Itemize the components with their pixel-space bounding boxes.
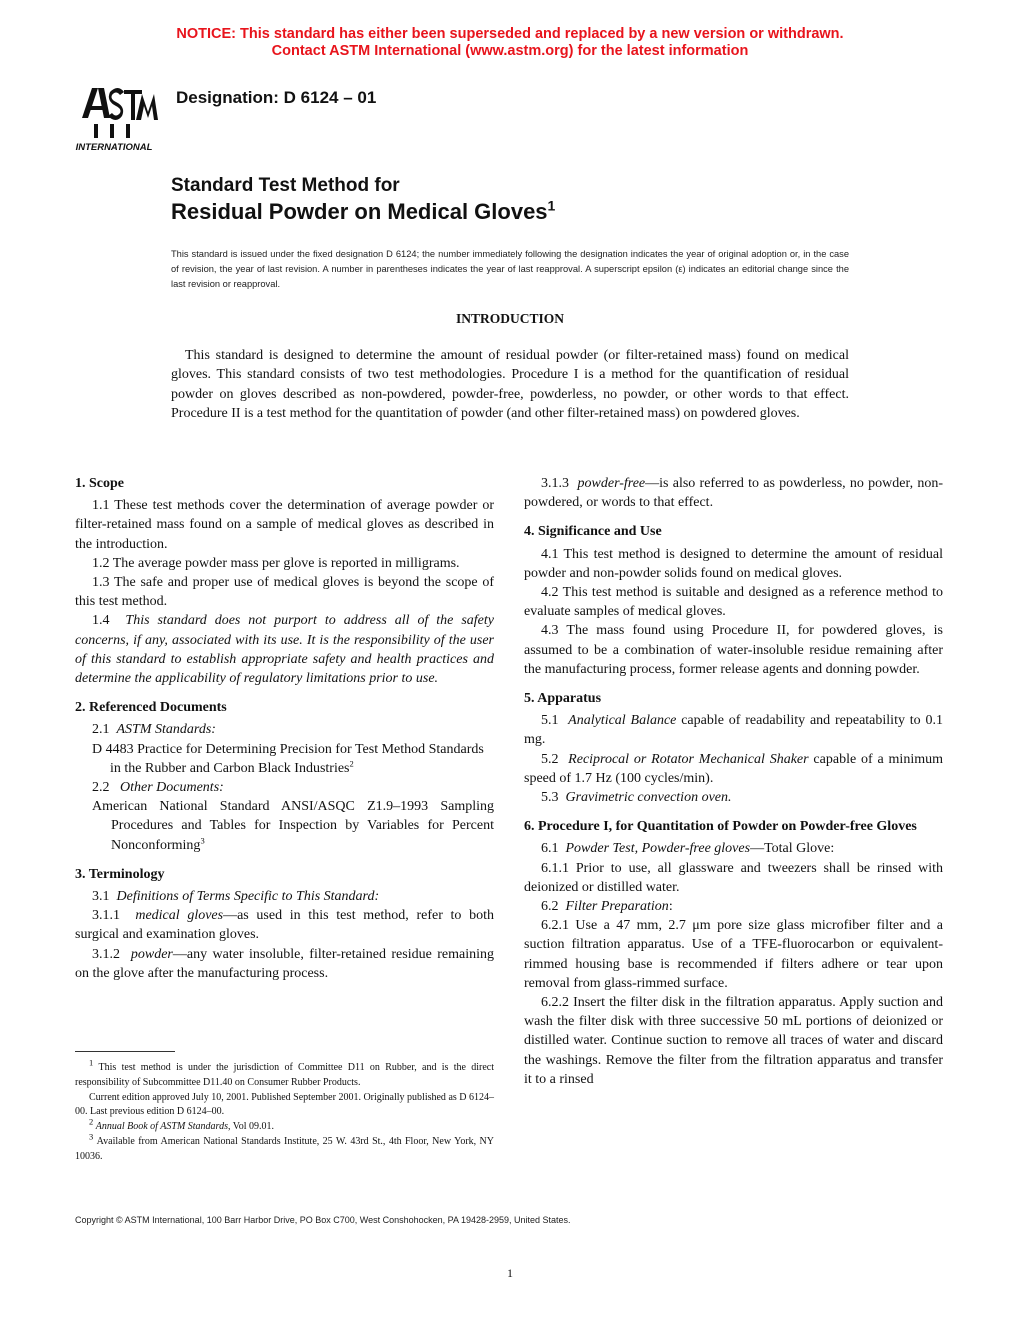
para-3-1: 3.1 Definitions of Terms Specific to This Standard: — [92, 889, 380, 905]
title-line-1: Standard Test Method for — [171, 175, 400, 196]
para-5-3: 5.3 Gravimetric convection oven. — [541, 790, 732, 806]
section-6-heading: 6. Procedure I, for Quantitation of Powder on Powder-free Gloves — [524, 819, 917, 835]
para-3-1-2: 3.1.2 powder—any water insoluble, filter-retained residue remaining on the glove after the manufacturing process. — [75, 946, 494, 981]
para-6-1-1: 6.1.1 Prior to use, all glassware and tweezers shall be rinsed with deionized or distilled water. — [524, 860, 943, 895]
para-1-3: 1.3 The safe and proper use of medical gloves is beyond the scope of this test method. — [75, 575, 494, 610]
notice-line-1: NOTICE: This standard has either been superseded and replaced by a new version or withdrawn. — [176, 26, 844, 42]
svg-text:INTERNATIONAL: INTERNATIONAL — [75, 142, 153, 153]
para-4-1: 4.1 This test method is designed to determine the amount of residual powder and non-powder solids found on medical gloves. — [524, 546, 943, 581]
para-6-2-1: 6.2.1 Use a 47 mm, 2.7 μm pore size glass microfiber filter and a suction filtration apparatus. Use of a TFE-fluorocarbon or equivalent-rimmed housing base is recommended if filters adhere or tear upon removal from glass-rimmed surface. — [524, 918, 943, 991]
para-6-2: 6.2 Filter Preparation: — [541, 899, 673, 915]
para-1-4: 1.4 This standard does not purport to address all of the safety concerns, if any, associated with its use. It is the responsibility of the user of this standard to establish appropriate safety and health practices and determine the applicability of regulatory limitations prior to use. — [75, 613, 494, 687]
footnote-3: $^3$ Available from American National Standards Institute, 25 W. 43rd St., 4th Floor, New York, NY 10036. — [75, 1131, 494, 1162]
para-6-1: 6.1 Powder Test, Powder-free gloves—Total Glove: — [541, 841, 835, 857]
astm-logo-icon — [64, 74, 164, 154]
section-2-heading: 2. Referenced Documents — [75, 700, 227, 716]
left-column — [75, 474, 494, 983]
para-5-1: 5.1 Analytical Balance capable of readability and repeatability to 0.1 mg. — [524, 713, 943, 748]
para-1-1: 1.1 These test methods cover the determination of average powder or filter-retained mass found on a sample of medical gloves as described in the introduction. — [75, 498, 494, 552]
para-3-1-1: 3.1.1 medical gloves—as used in this test method, refer to both surgical and examination gloves. — [75, 908, 494, 943]
page-number: 1 — [507, 1266, 513, 1280]
section-3-heading: 3. Terminology — [75, 866, 165, 882]
issued-note: This standard is issued under the fixed designation D 6124; the number immediately following the designation indicates the year of original adoption or, in the case of revision, the year of last revision. A number in parentheses indicates the year of last reapproval. A superscript epsilon (ε) indicates an editorial change since the last revision or reapproval. — [171, 249, 849, 289]
astm-logo — [64, 74, 164, 154]
introduction-text: This standard is designed to determine the amount of residual powder (or filter-retained mass) found on medical gloves. This standard consists of two test methodologies. Procedure I is a method for the quantification of residual powder on gloves described as non-powdered, powder-free, powderless, no powder, or other words to that effect. Procedure II is a test method for the quantitation of powder (and other filter-retained mass) on powdered gloves. — [171, 348, 849, 421]
section-4-heading: 4. Significance and Use — [524, 524, 662, 540]
para-5-2: 5.2 Reciprocal or Rotator Mechanical Shaker capable of a minimum speed of 1.7 Hz (100 cycles/min). — [524, 751, 943, 786]
introduction-heading: INTRODUCTION — [455, 311, 564, 326]
reference-ansi: American National Standard ANSI/ASQC Z1.9–1993 Sampling Procedures and Tables for Inspection by Variables for Percent Nonconforming$^3$ — [92, 799, 494, 853]
footnote-2: $^2$ Annual Book of ASTM Standards, Vol 09.01. — [89, 1116, 275, 1133]
para-4-2: 4.2 This test method is suitable and designed as a reference method to evaluate samples of medical gloves. — [524, 585, 943, 620]
right-column — [524, 474, 943, 1089]
section-5-heading: 5. Apparatus — [524, 691, 602, 707]
footnote-1b: Current edition approved July 10, 2001. Published September 2001. Originally published as D 6124–00. Last previous edition D 6124–00. — [75, 1091, 494, 1118]
designation: Designation: D 6124 – 01 — [176, 88, 377, 107]
title-line-2: Residual Powder on Medical Gloves$^1$ — [171, 197, 556, 224]
para-6-2-2: 6.2.2 Insert the filter disk in the filtration apparatus. Apply suction and wash the filter disk with three successive 50 mL portions of deionized or distilled water. Continue suction to remove all traces of water and discard the washings. Remove the filter from the filtration apparatus and transfer it to a rinsed — [524, 995, 943, 1087]
section-1-heading: 1. Scope — [75, 476, 124, 491]
para-3-1-3: 3.1.3 powder-free—is also referred to as powderless, no powder, non-powdered, or words to that effect. — [524, 476, 943, 511]
para-2-2: 2.2 Other Documents: — [92, 780, 224, 796]
withdrawal-notice — [0, 26, 1020, 60]
footnote-1: $^1$ This test method is under the jurisdiction of Committee D11 on Rubber, and is the direct responsibility of Subcommittee D11.40 on Consumer Rubber Products. — [75, 1057, 494, 1088]
para-4-3: 4.3 The mass found using Procedure II, for powdered gloves, is assumed to be a combination of water-insoluble residue remaining after the manufacturing process, former release agents and donning powder. — [524, 623, 943, 677]
footnotes — [75, 1057, 494, 1165]
footnote-divider — [75, 1051, 175, 1052]
notice-line-2: Contact ASTM International (www.astm.org) for the latest information — [271, 43, 749, 59]
para-1-2: 1.2 The average powder mass per glove is reported in milligrams. — [92, 555, 460, 571]
para-2-1: 2.1 ASTM Standards: — [92, 722, 216, 738]
copyright-line: Copyright © ASTM International, 100 Barr Harbor Drive, PO Box C700, West Conshohocken, PA 19428-2959, United States. — [75, 1215, 571, 1225]
reference-d4483: D 4483 Practice for Determining Precision for Test Method Standards in the Rubber and Carbon Black Industries$^2$ — [92, 741, 484, 776]
